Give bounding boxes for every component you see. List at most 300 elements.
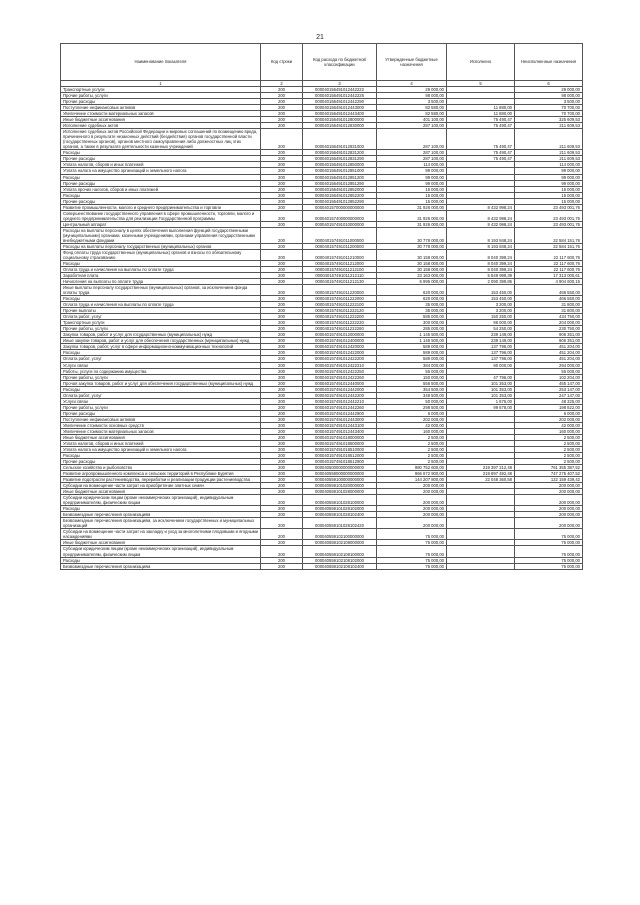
approved-amount-cell: 55 000,00 <box>377 368 447 374</box>
classification-code-cell: 000040157491012440000 <box>303 380 377 386</box>
approved-amount-cell: 2 500,00 <box>377 446 447 452</box>
indicator-name-cell: Услуги связи <box>61 398 261 404</box>
classification-code-cell: 000040157491018510000 <box>303 446 377 452</box>
line-code-cell: 200 <box>261 350 303 356</box>
approved-amount-cell: 98 000,00 <box>377 93 447 99</box>
table-body <box>61 87 583 570</box>
executed-amount-cell: 150 250,00 <box>447 314 515 320</box>
classification-code-cell: 000040559101020000000 <box>303 483 377 489</box>
unexecuted-amount-cell: 75 000,00 <box>515 563 583 569</box>
line-code-cell: 200 <box>261 326 303 332</box>
line-code-cell: 200 <box>261 99 303 105</box>
classification-code-cell: 000040156491012443400 <box>303 111 377 117</box>
indicator-name-cell: Увеличение стоимости основных средств <box>61 422 261 428</box>
indicator-name-cell: Прочие работы, услуги <box>61 404 261 410</box>
classification-code-cell: 000040157491012442900 <box>303 410 377 416</box>
indicator-name-cell: Оплата работ, услуг <box>61 314 261 320</box>
executed-amount-cell: 1 675,00 <box>447 398 515 404</box>
line-code-cell: 200 <box>261 249 303 260</box>
unexecuted-amount-cell: 211 609,53 <box>515 123 583 129</box>
header-approved: Утвержденные бюджетные назначения <box>377 44 447 81</box>
classification-code-cell: 000040156491012831200 <box>303 150 377 156</box>
indicator-name-cell: Расходы на выплаты персоналу государственных (муниципальных) органов <box>61 243 261 249</box>
classification-code-cell: 000040559102108000000 <box>303 540 377 546</box>
classification-code-cell: 000040156491012852290 <box>303 198 377 204</box>
unexecuted-amount-cell: 99 000,00 <box>515 168 583 174</box>
unexecuted-amount-cell: 22 584 151,76 <box>515 243 583 249</box>
unexecuted-amount-cell: 75 000,00 <box>515 546 583 557</box>
classification-code-cell: 000040157491012442000 <box>303 386 377 392</box>
unexecuted-amount-cell: 98 000,00 <box>515 93 583 99</box>
approved-amount-cell: 75 000,00 <box>377 563 447 569</box>
executed-amount-cell: 137 796,00 <box>447 344 515 350</box>
line-code-cell: 200 <box>261 483 303 489</box>
unexecuted-amount-cell: 42 000,00 <box>515 422 583 428</box>
unexecuted-amount-cell: 17 313 000,61 <box>515 273 583 279</box>
classification-code-cell: 000040559100000000000 <box>303 477 377 483</box>
unexecuted-amount-cell: 2 500,00 <box>515 459 583 465</box>
approved-amount-cell: 15 000,00 <box>377 186 447 192</box>
approved-amount-cell: 348 500,00 <box>377 392 447 398</box>
indicator-name-cell: Субсидии на возмещение части затрат на приобретение элитных семян <box>61 483 261 489</box>
column-index: 4 <box>377 81 447 87</box>
line-code-cell: 200 <box>261 392 303 398</box>
line-code-cell: 200 <box>261 204 303 210</box>
table-row <box>61 249 583 260</box>
indicator-name-cell: Расходы на выплаты персоналу в целях обеспечения выполнения функций государственными (муниципальными) органами, казенными учреждениями, органами управления государственными внебюджетными фондами <box>61 227 261 243</box>
unexecuted-amount-cell: 102 204,00 <box>515 374 583 380</box>
line-code-cell: 200 <box>261 563 303 569</box>
classification-code-cell: 000040559101028102420 <box>303 518 377 529</box>
approved-amount-cell: 384 000,00 <box>377 362 447 368</box>
indicator-name-cell: Иные выплаты персоналу государственных (муниципальных) органов, за исключением фонда оплаты труда <box>61 285 261 296</box>
indicator-name-cell: Уплата налога на имущество организаций и земельного налога <box>61 446 261 452</box>
executed-amount-cell <box>447 563 515 569</box>
approved-amount-cell: 202 000,00 <box>377 416 447 422</box>
executed-amount-cell: 54 250,00 <box>447 326 515 332</box>
approved-amount-cell: 585 000,00 <box>377 314 447 320</box>
classification-code-cell: 000040157491012442210 <box>303 398 377 404</box>
line-code-cell: 200 <box>261 227 303 243</box>
indicator-name-cell: Услуги связи <box>61 362 261 368</box>
unexecuted-amount-cell: 70 700,00 <box>515 105 583 111</box>
indicator-name-cell: Уплата налога на имущество организаций и земельного налога <box>61 168 261 174</box>
classification-code-cell: 000040157491012443100 <box>303 422 377 428</box>
table-row <box>61 129 583 150</box>
unexecuted-amount-cell: 761 355 387,52 <box>515 465 583 471</box>
approved-amount-cell: 200 000,00 <box>377 483 447 489</box>
indicator-name-cell: Транспортные услуги <box>61 87 261 93</box>
approved-amount-cell: 35 000,00 <box>377 302 447 308</box>
line-code-cell: 200 <box>261 285 303 296</box>
unexecuted-amount-cell: 75 000,00 <box>515 557 583 563</box>
classification-code-cell: 000040156491012852000 <box>303 186 377 192</box>
classification-code-cell: 000040559102108102000 <box>303 557 377 563</box>
column-index: 2 <box>261 81 303 87</box>
column-index: 1 <box>61 81 261 87</box>
classification-code-cell: 000040157491012422250 <box>303 368 377 374</box>
indicator-name-cell: Закупка товаров, работ, услуг в сфере информационно-коммуникационных технологий <box>61 344 261 350</box>
approved-amount-cell: 29 000,00 <box>377 87 447 93</box>
executed-amount-cell: 2 090 399,85 <box>447 279 515 285</box>
table-row <box>61 279 583 285</box>
page-number: 21 <box>316 34 324 41</box>
indicator-name-cell: Развитие агропромышленного комплекса и сельских территорий в Республике Бурятия <box>61 471 261 477</box>
classification-code-cell: 000040157491011222100 <box>303 302 377 308</box>
indicator-name-cell: Увеличение стоимости материальных запасов <box>61 428 261 434</box>
unexecuted-amount-cell: 198 822,00 <box>515 404 583 410</box>
approved-amount-cell: 75 000,00 <box>377 546 447 557</box>
line-code-cell: 200 <box>261 446 303 452</box>
approved-amount-cell: 200 000,00 <box>377 512 447 518</box>
line-code-cell: 200 <box>261 459 303 465</box>
unexecuted-amount-cell: 22 584 151,76 <box>515 227 583 243</box>
line-code-cell: 200 <box>261 111 303 117</box>
unexecuted-amount-cell: 200 000,00 <box>515 506 583 512</box>
line-code-cell: 200 <box>261 260 303 266</box>
approved-amount-cell: 354 500,00 <box>377 386 447 392</box>
approved-amount-cell: 42 000,00 <box>377 422 447 428</box>
line-code-cell: 200 <box>261 489 303 495</box>
line-code-cell: 200 <box>261 495 303 506</box>
classification-code-cell: 000040157491011200000 <box>303 243 377 249</box>
line-code-cell: 200 <box>261 192 303 198</box>
executed-amount-cell: 90 000,00 <box>447 362 515 368</box>
unexecuted-amount-cell: 451 204,00 <box>515 356 583 362</box>
unexecuted-amount-cell: 4 904 600,15 <box>515 279 583 285</box>
unexecuted-amount-cell: 99 000,00 <box>515 174 583 180</box>
unexecuted-amount-cell: 75 000,00 <box>515 540 583 546</box>
line-code-cell: 200 <box>261 512 303 518</box>
classification-code-cell: 000040156491012442226 <box>303 93 377 99</box>
unexecuted-amount-cell: 31 800,00 <box>515 308 583 314</box>
unexecuted-amount-cell: 55 000,00 <box>515 368 583 374</box>
line-code-cell: 200 <box>261 452 303 458</box>
line-code-cell: 200 <box>261 477 303 483</box>
approved-amount-cell: 75 000,00 <box>377 540 447 546</box>
indicator-name-cell: Иные бюджетные ассигнования <box>61 434 261 440</box>
indicator-name-cell: Иные закупки товаров, работ и услуг для обеспечения государственных (муниципальных) нужд <box>61 338 261 344</box>
indicator-name-cell: Сельское хозяйство и рыболовство <box>61 465 261 471</box>
classification-code-cell: 000040157491012420000 <box>303 344 377 350</box>
line-code-cell: 200 <box>261 180 303 186</box>
approved-amount-cell: 160 000,00 <box>377 428 447 434</box>
unexecuted-amount-cell: 466 550,00 <box>515 285 583 296</box>
indicator-name-cell: Транспортные услуги <box>61 320 261 326</box>
executed-amount-cell: 99 678,00 <box>447 404 515 410</box>
classification-code-cell: 000040559101028100000 <box>303 495 377 506</box>
executed-amount-cell: 8 193 848,24 <box>447 243 515 249</box>
executed-amount-cell: 75 490,47 <box>447 156 515 162</box>
unexecuted-amount-cell: 29 000,00 <box>515 87 583 93</box>
line-code-cell: 200 <box>261 518 303 529</box>
indicator-name-cell: Расходы <box>61 557 261 563</box>
column-index: 3 <box>303 81 377 87</box>
classification-code-cell: 000040156491012851290 <box>303 180 377 186</box>
classification-code-cell: 000040156491012442290 <box>303 99 377 105</box>
table-row <box>61 302 583 308</box>
executed-amount-cell <box>447 546 515 557</box>
classification-code-cell: 000040157491011222260 <box>303 326 377 332</box>
classification-code-cell: 000040157491011212130 <box>303 279 377 285</box>
approved-amount-cell: 150 000,00 <box>377 374 447 380</box>
approved-amount-cell: 30 158 000,00 <box>377 249 447 260</box>
indicator-name-cell: Иные бюджетные ассигнования <box>61 540 261 546</box>
line-code-cell: 200 <box>261 380 303 386</box>
table-row <box>61 285 583 296</box>
classification-code-cell: 000040157491018512000 <box>303 452 377 458</box>
approved-amount-cell: 300 000,00 <box>377 320 447 326</box>
unexecuted-amount-cell: 122 159 439,42 <box>515 477 583 483</box>
table-row <box>61 204 583 210</box>
indicator-name-cell: Расходы <box>61 260 261 266</box>
line-code-cell: 200 <box>261 243 303 249</box>
indicator-name-cell: Иные бюджетные ассигнования <box>61 489 261 495</box>
classification-code-cell: 000040157491011222000 <box>303 296 377 302</box>
classification-code-cell: 000040156491012851200 <box>303 174 377 180</box>
line-code-cell: 200 <box>261 186 303 192</box>
indicator-name-cell: Совершенствование государственного управления в сфере промышленности, торговли, малого и среднего предпринимательства для реализации Государственной программы <box>61 210 261 221</box>
classification-code-cell: 000040156491012851000 <box>303 168 377 174</box>
approved-amount-cell: 31 926 000,00 <box>377 204 447 210</box>
executed-amount-cell: 22 048 360,58 <box>447 477 515 483</box>
table-row <box>61 471 583 477</box>
approved-amount-cell: 31 926 000,00 <box>377 221 447 227</box>
indicator-name-cell: Увеличение стоимости материальных запасов <box>61 111 261 117</box>
approved-amount-cell: 15 000,00 <box>377 192 447 198</box>
unexecuted-amount-cell: 200 000,00 <box>515 495 583 506</box>
indicator-name-cell: Уплата налогов, сборов и иных платежей <box>61 162 261 168</box>
approved-amount-cell: 3 500,00 <box>377 99 447 105</box>
indicator-name-cell: Прочие расходы <box>61 410 261 416</box>
executed-amount-cell: 101 353,00 <box>447 386 515 392</box>
executed-amount-cell <box>447 518 515 529</box>
classification-code-cell: 000040156491012800000 <box>303 117 377 123</box>
approved-amount-cell: 6 000,00 <box>377 410 447 416</box>
unexecuted-amount-cell: 455 147,00 <box>515 380 583 386</box>
approved-amount-cell: 75 000,00 <box>377 529 447 540</box>
line-code-cell: 200 <box>261 356 303 362</box>
approved-amount-cell: 82 580,00 <box>377 105 447 111</box>
approved-amount-cell: 556 500,00 <box>377 380 447 386</box>
line-code-cell: 200 <box>261 87 303 93</box>
approved-amount-cell: 144 207 800,00 <box>377 477 447 483</box>
indicator-name-cell: Оплата работ, услуг <box>61 392 261 398</box>
executed-amount-cell: 47 796,00 <box>447 374 515 380</box>
unexecuted-amount-cell: 325 609,53 <box>515 117 583 123</box>
table-row <box>61 495 583 506</box>
table-row <box>61 380 583 386</box>
approved-amount-cell: 401 100,00 <box>377 117 447 123</box>
executed-amount-cell: 3 200,00 <box>447 302 515 308</box>
executed-amount-cell: 153 450,00 <box>447 296 515 302</box>
approved-amount-cell: 2 500,00 <box>377 452 447 458</box>
unexecuted-amount-cell: 15 000,00 <box>515 192 583 198</box>
executed-amount-cell: 5 849 999,39 <box>447 273 515 279</box>
line-code-cell: 200 <box>261 279 303 285</box>
table-row <box>61 563 583 569</box>
classification-code-cell: 000040157491018512900 <box>303 459 377 465</box>
classification-code-cell: 000040157491012422260 <box>303 374 377 380</box>
unexecuted-amount-cell: 434 750,00 <box>515 314 583 320</box>
classification-code-cell: 000040156491012831290 <box>303 156 377 162</box>
unexecuted-amount-cell: 247 147,00 <box>515 392 583 398</box>
approved-amount-cell: 287 100,00 <box>377 123 447 129</box>
approved-amount-cell: 200 000,00 <box>377 495 447 506</box>
table-row <box>61 267 583 273</box>
indicator-name-cell: Расходы <box>61 296 261 302</box>
line-code-cell: 200 <box>261 123 303 129</box>
line-code-cell: 200 <box>261 273 303 279</box>
line-code-cell: 200 <box>261 344 303 350</box>
unexecuted-amount-cell: 23 493 001,76 <box>515 204 583 210</box>
indicator-name-cell: Развитие подотрасли растениеводства, переработки и реализации продукции растениеводства <box>61 477 261 483</box>
unexecuted-amount-cell: 204 000,00 <box>515 320 583 326</box>
table-row <box>61 210 583 221</box>
classification-code-cell: 000040157491012442200 <box>303 392 377 398</box>
unexecuted-amount-cell: 451 204,00 <box>515 350 583 356</box>
classification-code-cell: 000040559102100000000 <box>303 529 377 540</box>
line-code-cell: 200 <box>261 105 303 111</box>
indicator-name-cell: Заработная плата <box>61 273 261 279</box>
approved-amount-cell: 50 000,00 <box>377 398 447 404</box>
line-code-cell: 200 <box>261 416 303 422</box>
executed-amount-cell: 219 897 492,48 <box>447 471 515 477</box>
executed-amount-cell <box>447 495 515 506</box>
approved-amount-cell: 30 778 000,00 <box>377 243 447 249</box>
indicator-name-cell: Поступление нефинансовых активов <box>61 416 261 422</box>
unexecuted-amount-cell: 451 204,00 <box>515 344 583 350</box>
unexecuted-amount-cell: 15 000,00 <box>515 186 583 192</box>
approved-amount-cell: 30 778 000,00 <box>377 227 447 243</box>
approved-amount-cell: 75 000,00 <box>377 557 447 563</box>
approved-amount-cell: 589 000,00 <box>377 350 447 356</box>
classification-code-cell: 000040156491012443000 <box>303 105 377 111</box>
indicator-name-cell: Прочие расходы <box>61 198 261 204</box>
executed-amount-cell: 3 200,00 <box>447 308 515 314</box>
classification-code-cell: 000040157491011212000 <box>303 260 377 266</box>
classification-code-cell: 000040157491011222120 <box>303 308 377 314</box>
line-code-cell: 200 <box>261 422 303 428</box>
classification-code-cell: 000040559000000000000 <box>303 471 377 477</box>
line-code-cell: 200 <box>261 374 303 380</box>
indicator-name-cell: Безвозмездные перечисления организациям <box>61 512 261 518</box>
indicator-name-cell: Расходы <box>61 174 261 180</box>
line-code-cell: 200 <box>261 93 303 99</box>
approved-amount-cell: 30 158 000,00 <box>377 260 447 266</box>
unexecuted-amount-cell: 2 500,00 <box>515 446 583 452</box>
line-code-cell: 200 <box>261 221 303 227</box>
classification-code-cell: 000040157491012443000 <box>303 416 377 422</box>
indicator-name-cell: Начисления на выплаты по оплате труда <box>61 279 261 285</box>
unexecuted-amount-cell: 230 750,00 <box>515 326 583 332</box>
approved-amount-cell: 966 672 900,00 <box>377 471 447 477</box>
approved-amount-cell: 99 000,00 <box>377 180 447 186</box>
line-code-cell: 200 <box>261 332 303 338</box>
line-code-cell: 200 <box>261 368 303 374</box>
header-executed: Исполнено <box>447 44 515 81</box>
budget-execution-table <box>60 43 583 570</box>
table-row <box>61 477 583 483</box>
indicator-name-cell: Субсидии юридическим лицам (кроме некоммерческих организаций), индивидуальным предпринимателям, физическим лицам <box>61 495 261 506</box>
header-unexecuted: Неисполненные назначения <box>515 44 583 81</box>
unexecuted-amount-cell: 211 609,53 <box>515 150 583 156</box>
classification-code-cell: 000040157491011222220 <box>303 320 377 326</box>
approved-amount-cell: 99 000,00 <box>377 174 447 180</box>
unexecuted-amount-cell: 75 000,00 <box>515 529 583 540</box>
unexecuted-amount-cell: 2 500,00 <box>515 434 583 440</box>
unexecuted-amount-cell: 31 800,00 <box>515 302 583 308</box>
line-code-cell: 200 <box>261 362 303 368</box>
executed-amount-cell <box>447 529 515 540</box>
classification-code-cell: 000040157491012000000 <box>303 332 377 338</box>
executed-amount-cell: 137 796,00 <box>447 350 515 356</box>
table-row <box>61 227 583 243</box>
executed-amount-cell: 8 432 998,24 <box>447 210 515 221</box>
line-code-cell: 200 <box>261 557 303 563</box>
classification-code-cell: 000040157491012422000 <box>303 350 377 356</box>
unexecuted-amount-cell: 200 000,00 <box>515 489 583 495</box>
executed-amount-cell: 75 490,47 <box>447 123 515 129</box>
line-code-cell: 200 <box>261 210 303 221</box>
approved-amount-cell: 99 000,00 <box>377 168 447 174</box>
approved-amount-cell: 2 500,00 <box>377 459 447 465</box>
classification-code-cell: 000040559102108100000 <box>303 546 377 557</box>
line-code-cell: 200 <box>261 129 303 150</box>
header-classification-code: Код расхода по бюджетной классификации <box>303 44 377 81</box>
line-code-cell: 200 <box>261 174 303 180</box>
approved-amount-cell: 285 000,00 <box>377 326 447 332</box>
approved-amount-cell: 30 158 000,00 <box>377 267 447 273</box>
indicator-name-cell: Расходы <box>61 506 261 512</box>
executed-amount-cell: 8 432 998,24 <box>447 204 515 210</box>
executed-amount-cell: 239 149,00 <box>447 338 515 344</box>
unexecuted-amount-cell: 211 609,53 <box>515 156 583 162</box>
unexecuted-amount-cell: 23 493 001,76 <box>515 210 583 221</box>
approved-amount-cell: 1 145 500,00 <box>377 332 447 338</box>
approved-amount-cell: 298 500,00 <box>377 404 447 410</box>
indicator-name-cell: Уплата налогов, сборов и иных платежей <box>61 440 261 446</box>
indicator-name-cell: Фонд оплаты труда государственных (муниципальных) органов и взносы по обязательному социальному страхованию <box>61 249 261 260</box>
approved-amount-cell: 287 100,00 <box>377 129 447 150</box>
indicator-name-cell: Прочая закупка товаров, работ и услуг для обеспечения государственных (муниципальных) нужд <box>61 380 261 386</box>
unexecuted-amount-cell: 6 000,00 <box>515 410 583 416</box>
approved-amount-cell: 589 000,00 <box>377 344 447 350</box>
classification-code-cell: 000040157491012422200 <box>303 356 377 362</box>
indicator-name-cell: Расходы <box>61 192 261 198</box>
approved-amount-cell: 2 500,00 <box>377 434 447 440</box>
line-code-cell: 200 <box>261 506 303 512</box>
unexecuted-amount-cell: 3 500,00 <box>515 99 583 105</box>
line-code-cell: 200 <box>261 465 303 471</box>
unexecuted-amount-cell: 48 325,00 <box>515 398 583 404</box>
executed-amount-cell: 8 040 399,24 <box>447 260 515 266</box>
executed-amount-cell: 219 397 212,48 <box>447 465 515 471</box>
indicator-name-cell: Прочие работы, услуги <box>61 374 261 380</box>
line-code-cell: 200 <box>261 320 303 326</box>
classification-code-cell: 000040157491010000000 <box>303 221 377 227</box>
unexecuted-amount-cell: 99 000,00 <box>515 180 583 186</box>
executed-amount-cell: 75 490,47 <box>447 150 515 156</box>
approved-amount-cell: 620 000,00 <box>377 296 447 302</box>
indicator-name-cell: Субсидии юридическим лицам (кроме некоммерческих организаций), индивидуальным предпринимателям, физическим лицам <box>61 546 261 557</box>
approved-amount-cell: 6 995 000,00 <box>377 279 447 285</box>
indicator-name-cell: Прочие расходы <box>61 99 261 105</box>
indicator-name-cell: Исполнение судебных актов Российской Федерации и мировых соглашений по возмещению вреда, причиненного в результате незаконных действий (бездействия) органов государственной власти (государственных органов), органов местного самоуправления либо должностных лиц этих органов, а также в результате деятельности казенных учреждений <box>61 129 261 150</box>
executed-amount-cell: 75 490,47 <box>447 117 515 123</box>
approved-amount-cell: 287 100,00 <box>377 156 447 162</box>
indicator-name-cell: Поступление нефинансовых активов <box>61 105 261 111</box>
